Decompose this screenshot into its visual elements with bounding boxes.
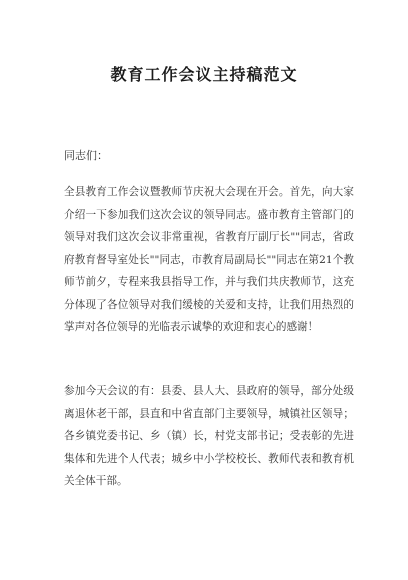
paragraph-attendees: 参加今天会议的有：县委、县人大、县政府的领导，部分处级离退休老干部，县直和中省直部门主要领导，城镇社区领导；各乡镇党委书记、乡（镇）长，村党支部书记；受表彰的先进集体和先进个人代表；城乡中小学校校长、教师代表和教育机关全体干部。 <box>64 385 354 487</box>
greeting: 同志们： <box>64 149 108 162</box>
document-title: 教育工作会议主持稿范文 <box>110 65 298 84</box>
paragraph-opening: 全县教育工作会议暨教师节庆祝大会现在开会。首先，向大家介绍一下参加我们这次会议的领导同志。盛市教育主管部门的领导对我们这次会议非常重视，省教育厅副厅长""同志，省政府教育督导室处长""同志，市教育局副局长""同志在第21个教师节前夕，专程来我县指导工作，并与我们共庆教师节，这充分体现了各位领导对我们缓棱的关爱和支持，让我们用热烈的掌声对各位领导的光临表示诚挚的欢迎和衷心的感谢！ <box>64 186 354 333</box>
